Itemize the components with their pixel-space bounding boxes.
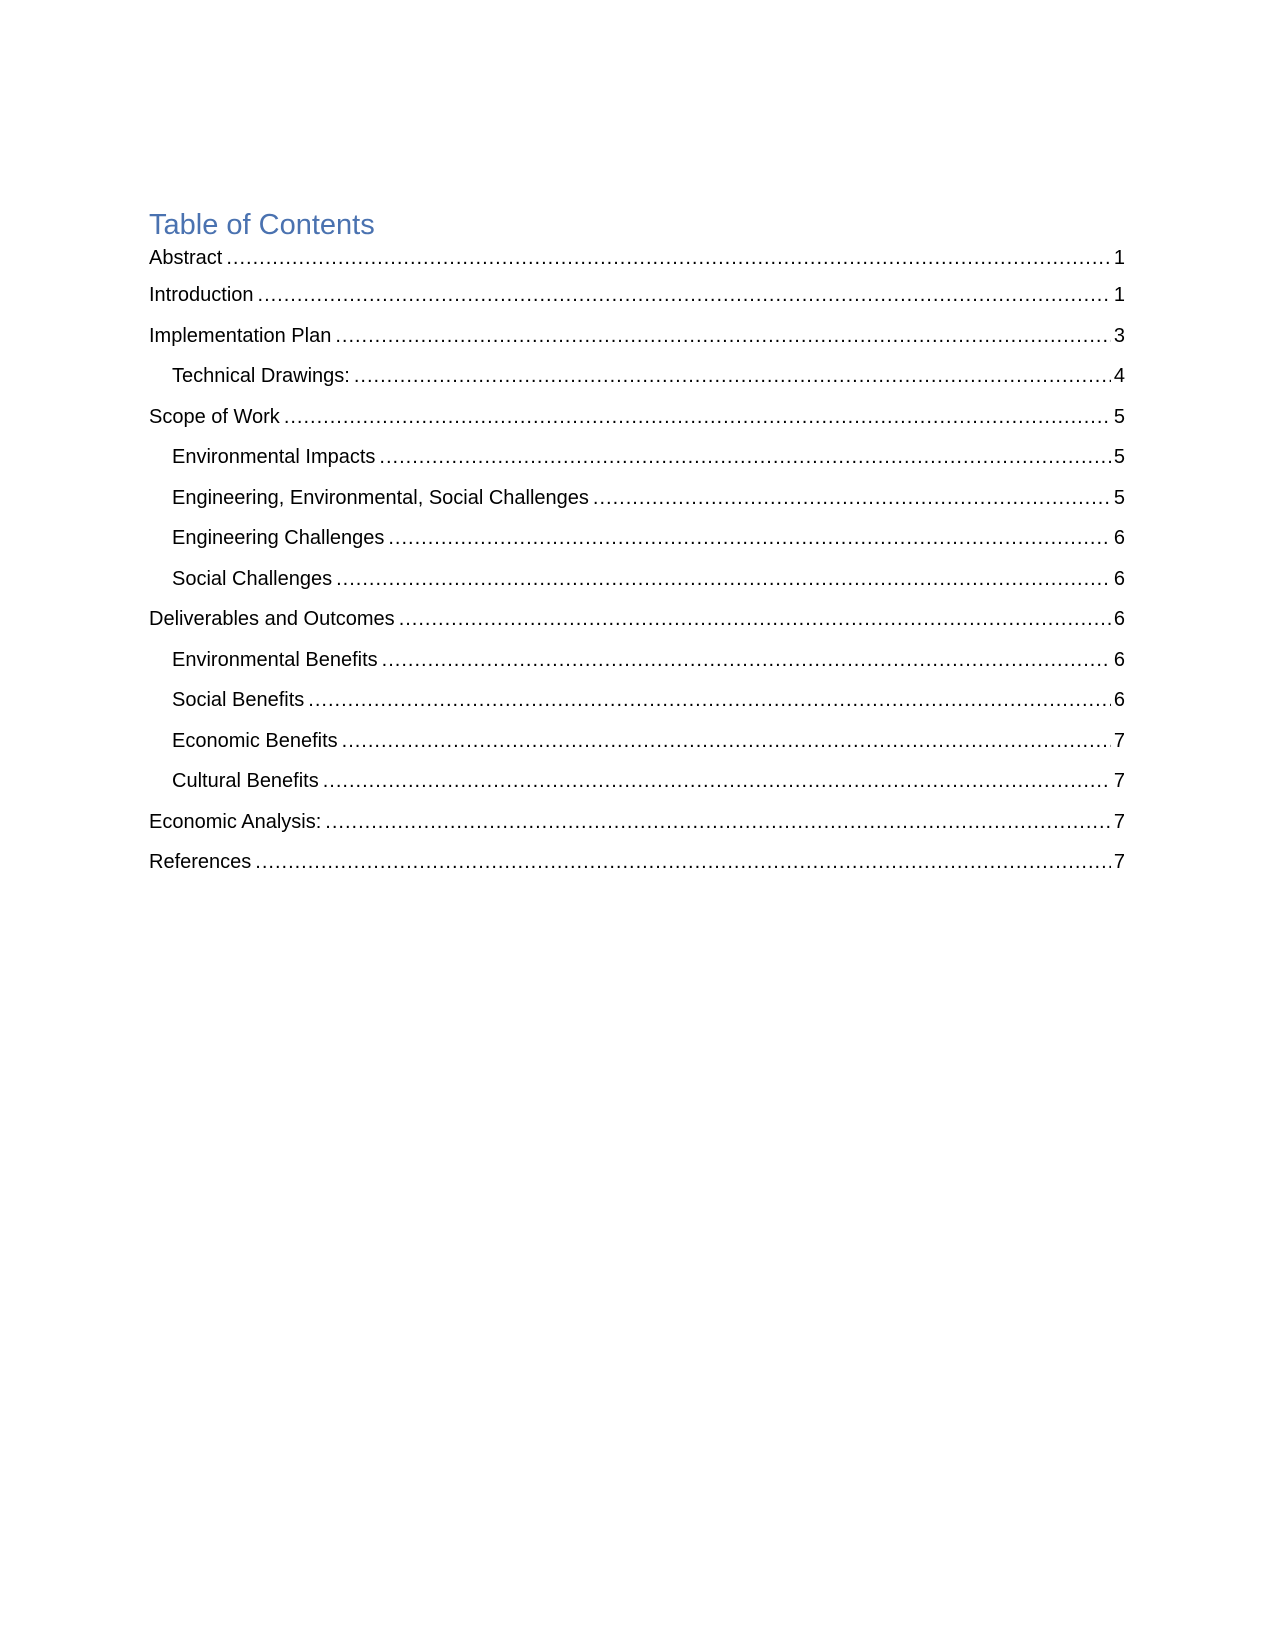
dot-leader xyxy=(379,437,1110,478)
toc-entry-page-number: 7 xyxy=(1113,851,1125,873)
toc-entry-introduction[interactable] xyxy=(149,275,1125,316)
toc-entry-page-number: 4 xyxy=(1113,365,1125,387)
dot-leader xyxy=(323,761,1111,802)
toc-entry-page-number: 6 xyxy=(1113,608,1125,630)
toc-entry-page-number: 1 xyxy=(1113,284,1125,306)
dot-leader xyxy=(258,275,1111,316)
dot-leader xyxy=(255,842,1111,883)
toc-entry-scope-of-work[interactable] xyxy=(149,397,1125,438)
toc-entry-references[interactable] xyxy=(149,842,1125,883)
toc-entry-page-number: 6 xyxy=(1113,689,1125,711)
toc-entry-label: Economic Analysis: xyxy=(149,810,322,833)
toc-entry-environmental-impacts[interactable] xyxy=(149,437,1125,478)
toc-entry-abstract[interactable] xyxy=(149,247,1125,275)
dot-leader xyxy=(342,721,1111,762)
toc-entry-page-number: 5 xyxy=(1113,405,1125,428)
toc-entry-implementation-plan[interactable] xyxy=(149,316,1125,357)
toc-entry-page-number: 6 xyxy=(1113,567,1125,590)
toc-entry-label: Deliverables and Outcomes xyxy=(149,608,395,630)
toc-entry-label: Implementation Plan xyxy=(149,324,332,347)
toc-list xyxy=(149,247,1125,883)
toc-entry-label: Environmental Impacts xyxy=(172,446,376,468)
toc-entry-label: Environmental Benefits xyxy=(172,648,378,671)
toc-entry-label: Cultural Benefits xyxy=(172,770,319,792)
toc-entry-label: Social Challenges xyxy=(172,567,333,590)
toc-entry-page-number: 3 xyxy=(1113,324,1125,347)
dot-leader xyxy=(284,397,1111,438)
toc-entry-economic-analysis[interactable] xyxy=(149,802,1125,843)
toc-entry-label: Abstract xyxy=(149,247,223,269)
dot-leader xyxy=(336,559,1111,600)
toc-entry-environmental-benefits[interactable] xyxy=(149,640,1125,681)
toc-entry-engineering-challenges[interactable] xyxy=(149,518,1125,559)
dot-leader xyxy=(308,680,1111,721)
toc-entry-page-number: 1 xyxy=(1113,247,1125,269)
toc-entry-label: Economic Benefits xyxy=(172,729,338,752)
toc-entry-page-number: 7 xyxy=(1113,770,1125,792)
toc-entry-label: Social Benefits xyxy=(172,689,305,711)
table-of-contents xyxy=(149,203,1125,883)
toc-entry-economic-benefits[interactable] xyxy=(149,721,1125,762)
dot-leader xyxy=(335,316,1111,357)
dot-leader xyxy=(388,518,1111,559)
toc-entry-page-number: 5 xyxy=(1113,486,1125,509)
dot-leader xyxy=(325,802,1111,843)
toc-entry-cultural-benefits[interactable] xyxy=(149,761,1125,802)
toc-entry-technical-drawings[interactable] xyxy=(149,356,1125,397)
toc-entry-engineering-environmental-social-challenges[interactable] xyxy=(149,478,1125,519)
dot-leader xyxy=(399,599,1111,640)
dot-leader xyxy=(593,478,1111,519)
dot-leader xyxy=(226,247,1111,269)
toc-entry-label: Introduction xyxy=(149,284,254,306)
toc-entry-page-number: 5 xyxy=(1113,446,1125,468)
toc-entry-page-number: 7 xyxy=(1113,810,1125,833)
toc-entry-page-number: 6 xyxy=(1113,648,1125,671)
toc-entry-social-challenges[interactable] xyxy=(149,559,1125,600)
dot-leader xyxy=(382,640,1111,681)
toc-title: Table of Contents xyxy=(149,209,375,241)
toc-entry-page-number: 6 xyxy=(1113,527,1125,549)
toc-entry-label: Engineering, Environmental, Social Challenges xyxy=(172,486,589,509)
toc-entry-label: References xyxy=(149,851,252,873)
toc-entry-label: Engineering Challenges xyxy=(172,527,385,549)
toc-entry-label: Scope of Work xyxy=(149,405,280,428)
toc-entry-deliverables-and-outcomes[interactable] xyxy=(149,599,1125,640)
toc-entry-label: Technical Drawings: xyxy=(172,365,350,387)
toc-entry-page-number: 7 xyxy=(1113,729,1125,752)
toc-entry-social-benefits[interactable] xyxy=(149,680,1125,721)
dot-leader xyxy=(354,356,1111,397)
